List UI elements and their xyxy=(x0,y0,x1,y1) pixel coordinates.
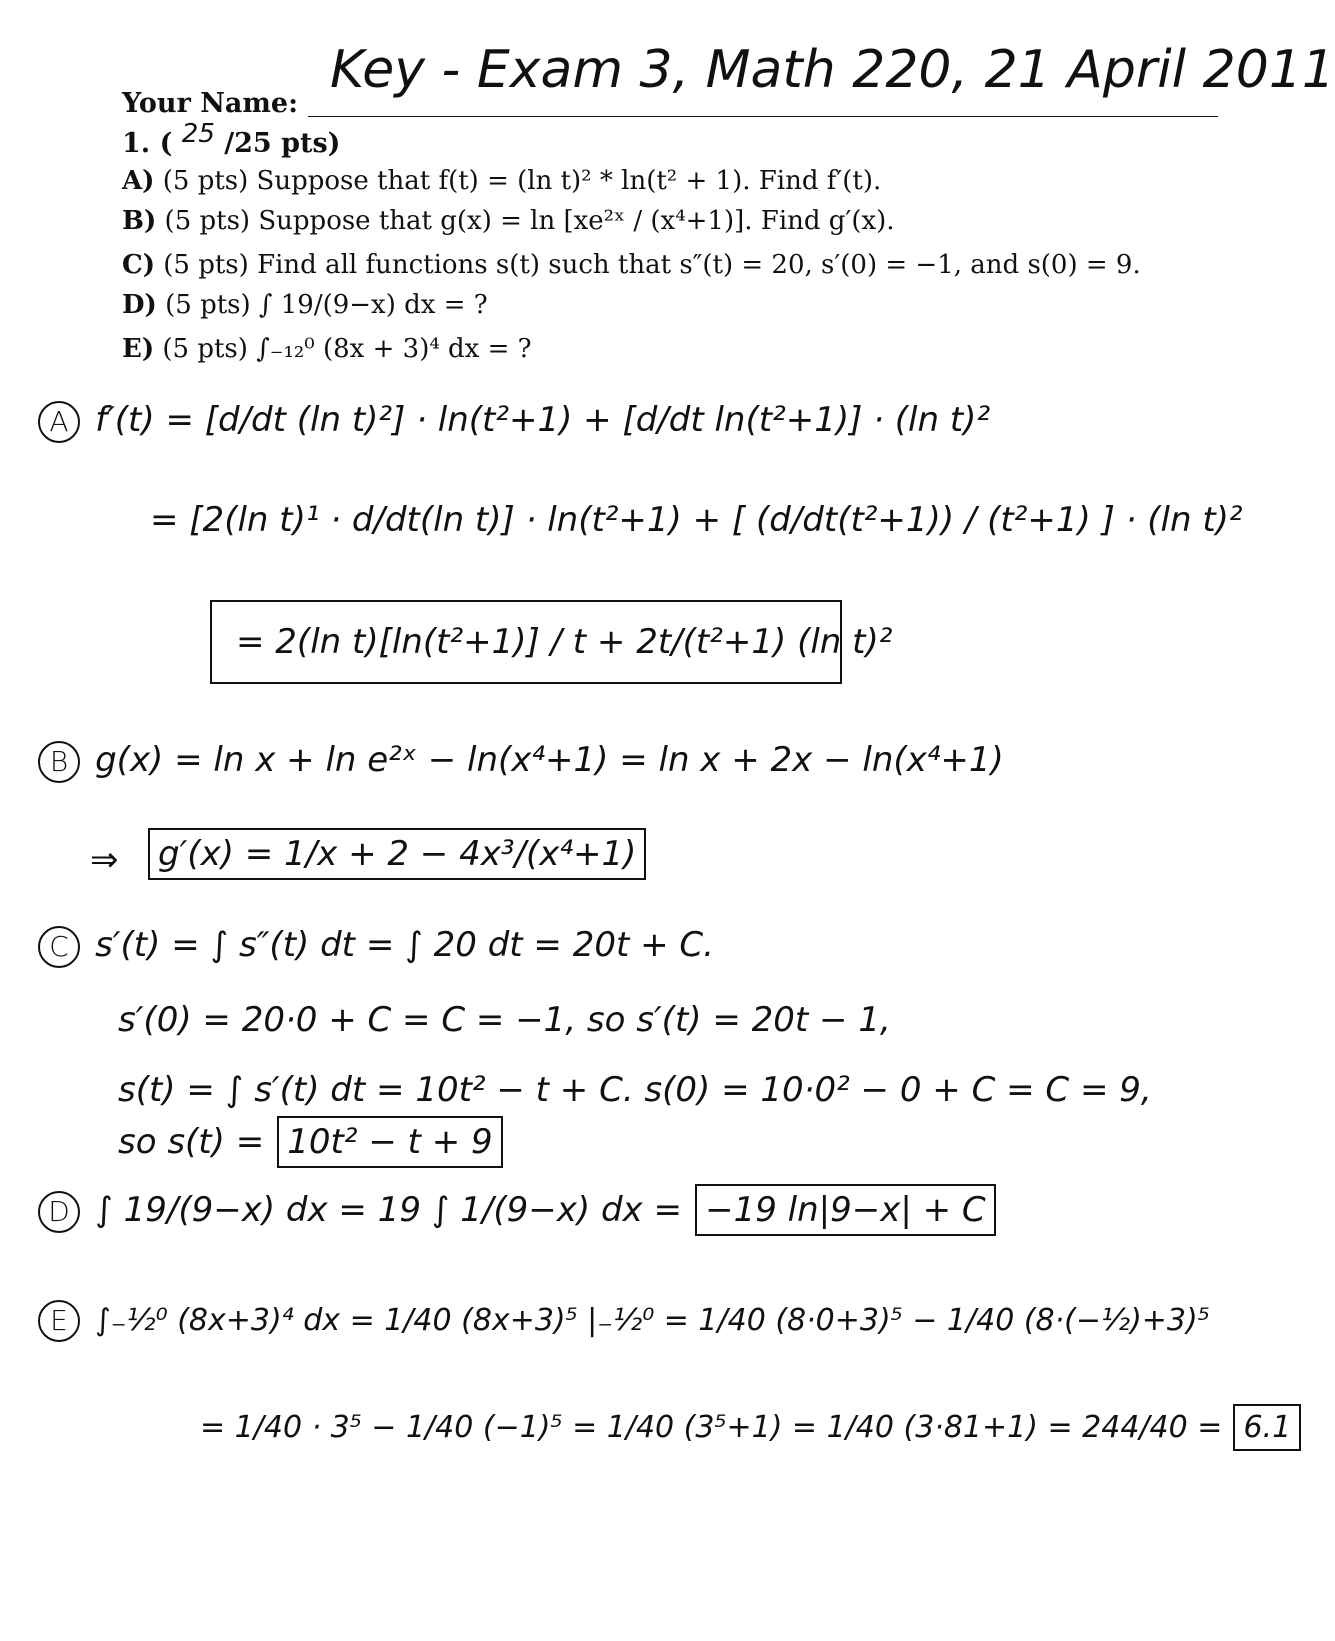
handwritten-title: Key - Exam 3, Math 220, 21 April 2011 xyxy=(330,40,1335,100)
problem-e xyxy=(122,334,532,364)
solution-d-answer: −19 ln|9−x| + C xyxy=(695,1184,996,1236)
solution-c-line1: s′(t) = ∫ s″(t) dt = ∫ 20 dt = 20t + C. xyxy=(95,925,714,965)
solution-e-line2: = 1/40 · 3⁵ − 1/40 (−1)⁵ = 1/40 (3⁵+1) = 1/40 (3·81+1) = 244/40 = xyxy=(200,1410,1223,1445)
problem-b-text: Suppose that g(x) = ln [xe²ˣ / (x⁴+1)]. Find g′(x). xyxy=(258,206,895,236)
name-underline xyxy=(308,116,1218,117)
solution-b-answer: g′(x) = 1/x + 2 − 4x³/(x⁴+1) xyxy=(148,828,646,880)
solution-c-line2: s′(0) = 20·0 + C = C = −1, so s′(t) = 20t − 1, xyxy=(118,1000,891,1040)
problem-a xyxy=(122,166,881,196)
solution-a-answer: = 2(ln t)[ln(t²+1)] / t + 2t/(t²+1) (ln t)² xyxy=(210,600,842,684)
solution-a-line2: = [2(ln t)¹ · d/dt(ln t)] · ln(t²+1) + [ (d/dt(t²+1)) / (t²+1) ] · (ln t)² xyxy=(150,500,1243,540)
score-suffix: /25 pts) xyxy=(224,128,341,159)
problem-a-label: A) xyxy=(122,166,155,196)
solution-c-line4 xyxy=(118,1122,503,1162)
score-prefix: 1. ( xyxy=(122,128,173,159)
score-awarded: 25 xyxy=(181,119,215,149)
solution-e-answer: 6.1 xyxy=(1233,1404,1301,1451)
solution-c-line3: s(t) = ∫ s′(t) dt = 10t² − t + C. s(0) = 10·0² − 0 + C = C = 9, xyxy=(118,1070,1152,1110)
solution-c-line4-prefix: so s(t) = xyxy=(118,1122,265,1162)
problem-b-label: B) xyxy=(122,206,157,236)
marker-b: B xyxy=(38,741,80,783)
problem-e-label: E) xyxy=(122,334,155,364)
solution-c xyxy=(38,925,714,968)
problem-b-pts: (5 pts) xyxy=(164,206,251,236)
solution-e-line2-row xyxy=(200,1410,1301,1445)
solution-d-line1: ∫ 19/(9−x) dx = 19 ∫ 1/(9−x) dx = xyxy=(95,1190,682,1230)
problem-d xyxy=(122,290,488,320)
marker-d: D xyxy=(38,1191,80,1233)
score-line xyxy=(122,119,341,159)
marker-e: E xyxy=(38,1300,80,1342)
marker-a: A xyxy=(38,401,80,443)
solution-d xyxy=(38,1190,996,1233)
solution-e-line1: ∫₋½⁰ (8x+3)⁴ dx = 1/40 (8x+3)⁵ |₋½⁰ = 1/40 (8·0+3)⁵ − 1/40 (8·(−½)+3)⁵ xyxy=(95,1303,1210,1338)
problem-a-pts: (5 pts) xyxy=(162,166,249,196)
problem-d-label: D) xyxy=(122,290,157,320)
problem-e-text: ∫₋₁₂⁰ (8x + 3)⁴ dx = ? xyxy=(256,334,532,364)
problem-c xyxy=(122,250,1141,280)
solution-a-line1: f′(t) = [d/dt (ln t)²] · ln(t²+1) + [d/dt ln(t²+1)] · (ln t)² xyxy=(95,400,991,440)
problem-c-pts: (5 pts) xyxy=(163,250,249,280)
solution-b-implies: ⇒ xyxy=(90,840,119,880)
problem-c-text: Find all functions s(t) such that s″(t) = 20, s′(0) = −1, and s(0) = 9. xyxy=(257,250,1141,280)
problem-d-text: ∫ 19/(9−x) dx = ? xyxy=(258,290,488,320)
problem-c-label: C) xyxy=(122,250,155,280)
solution-c-answer: 10t² − t + 9 xyxy=(277,1116,502,1168)
problem-e-pts: (5 pts) xyxy=(162,334,248,364)
marker-c: C xyxy=(38,926,80,968)
problem-d-pts: (5 pts) xyxy=(165,290,251,320)
problem-a-text: Suppose that f(t) = (ln t)² * ln(t² + 1). Find f′(t). xyxy=(256,166,882,196)
solution-b-line1: g(x) = ln x + ln e²ˣ − ln(x⁴+1) = ln x + 2x − ln(x⁴+1) xyxy=(95,740,1004,780)
problem-b xyxy=(122,206,895,236)
solution-e xyxy=(38,1300,1210,1342)
solution-b xyxy=(38,740,1004,783)
name-label: Your Name: xyxy=(122,88,299,119)
solution-a xyxy=(38,400,990,443)
